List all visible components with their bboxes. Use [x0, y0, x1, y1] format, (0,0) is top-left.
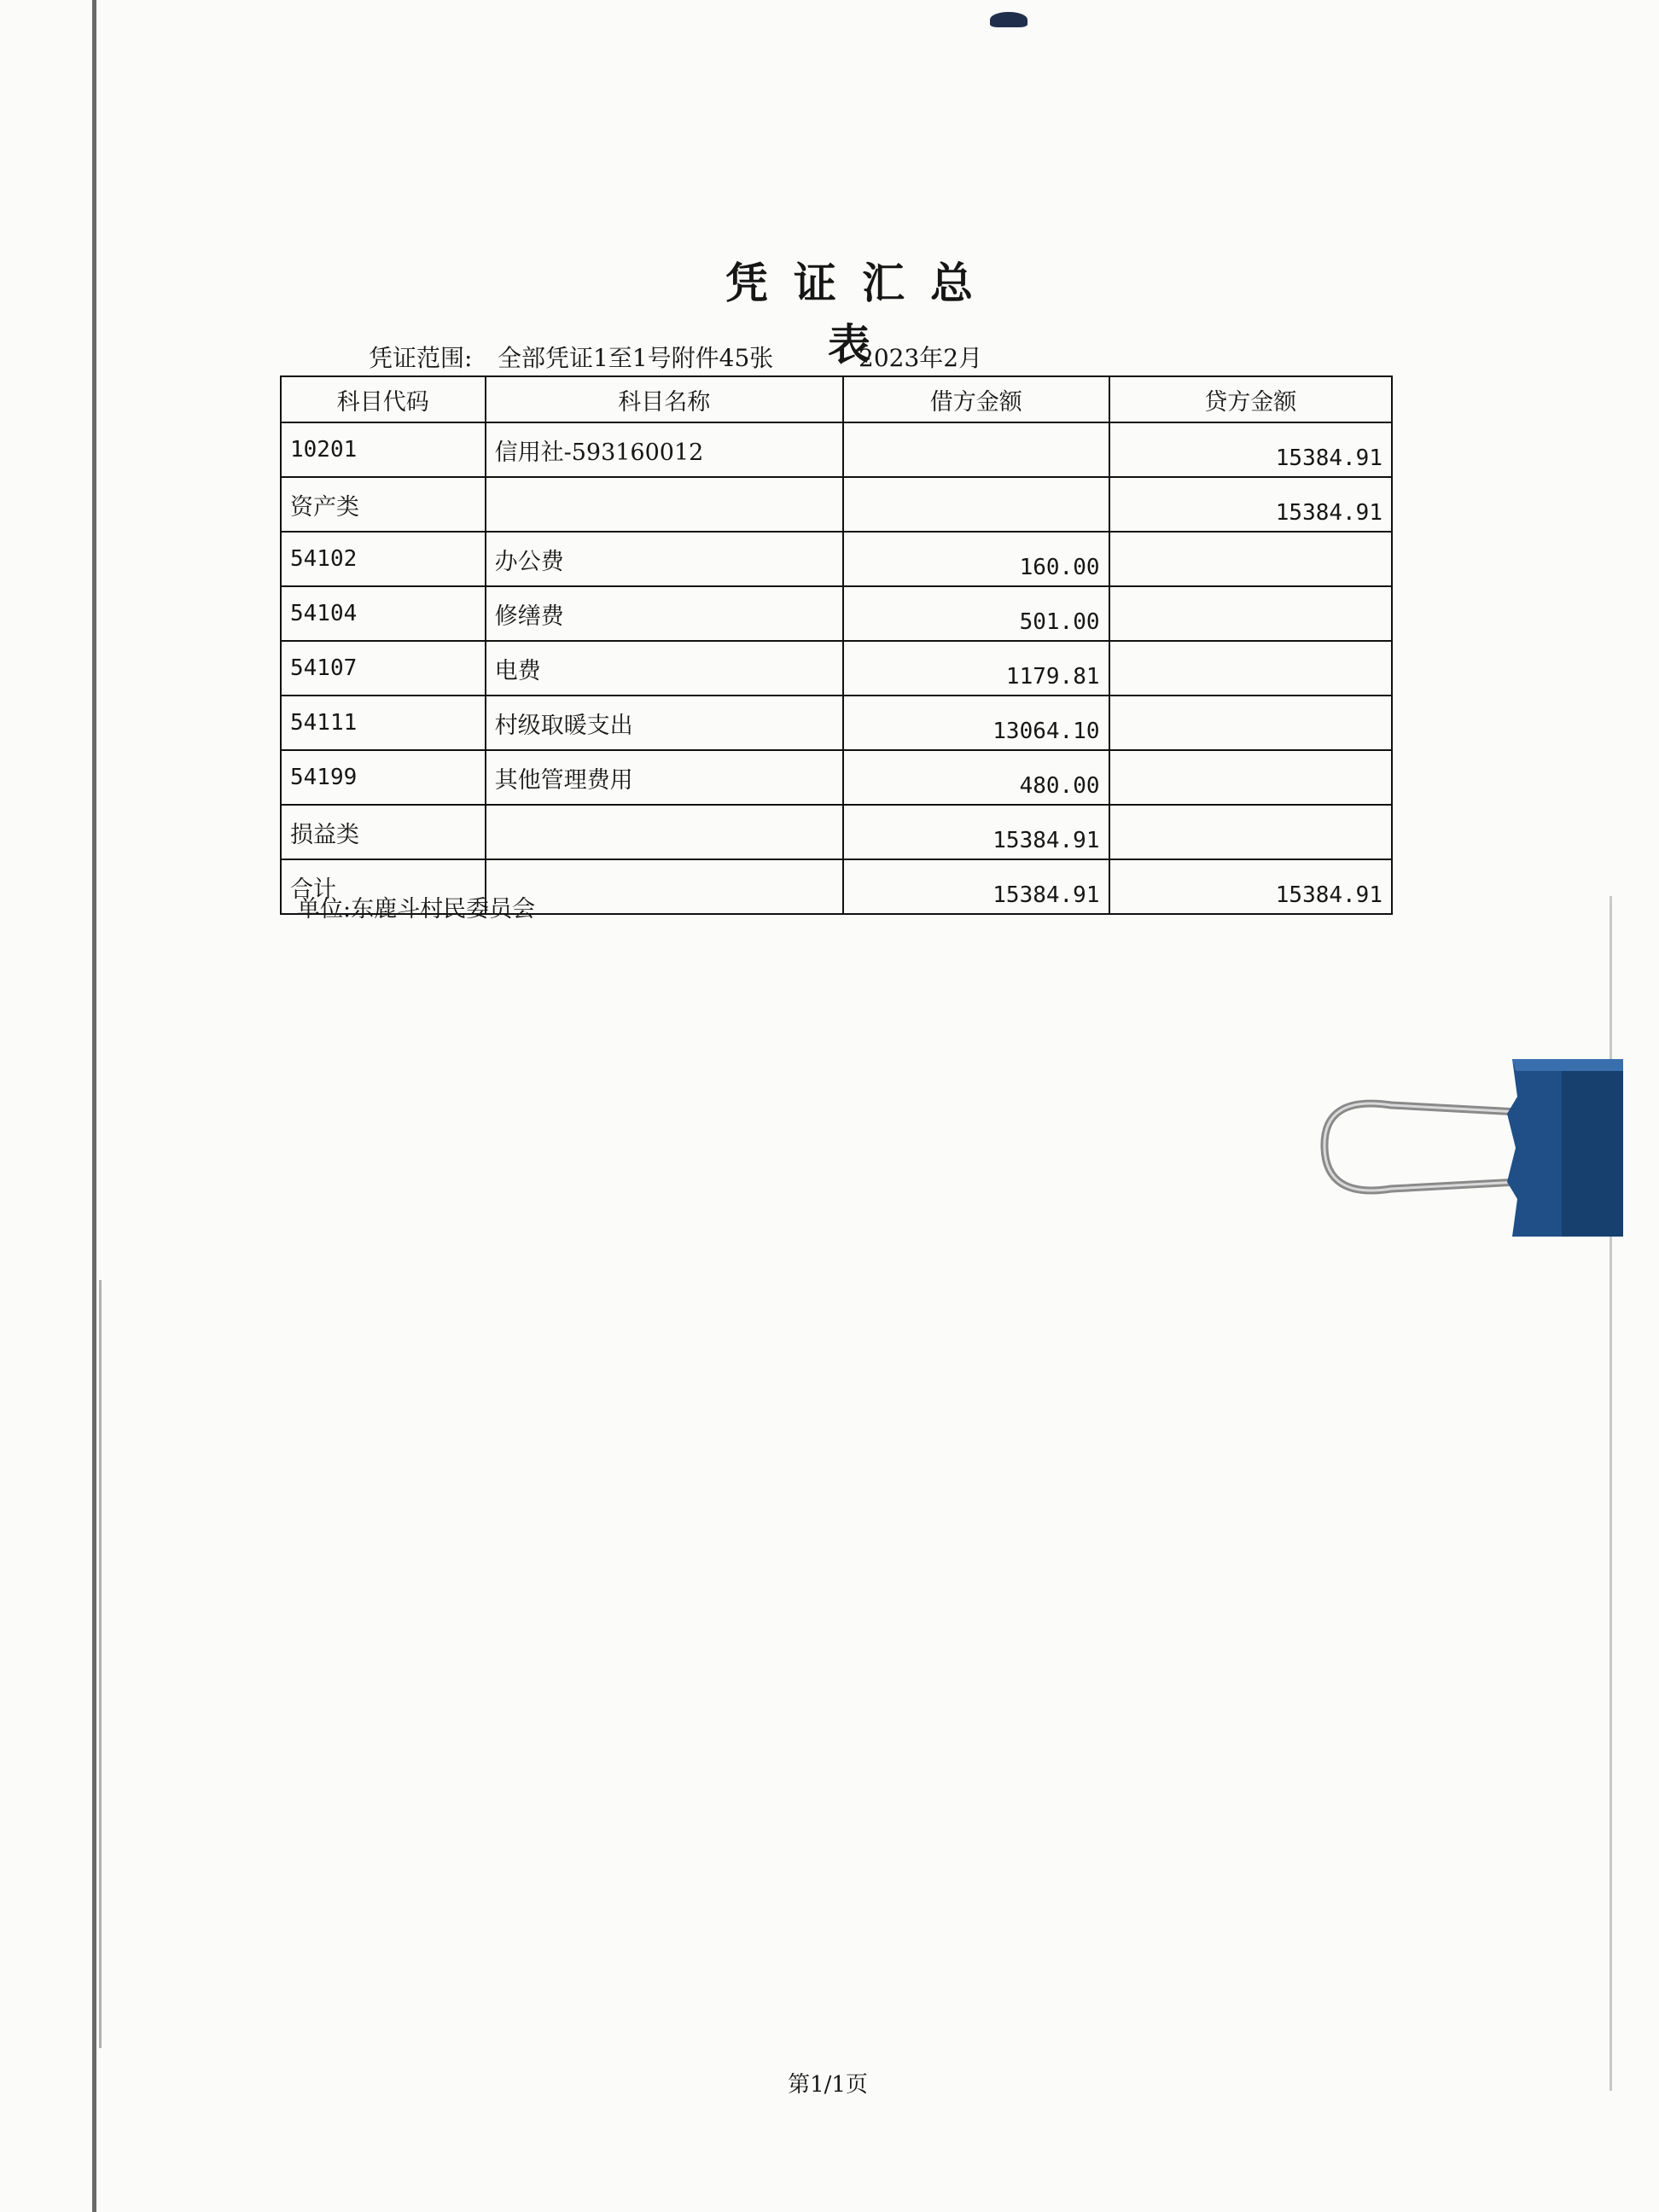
credit-amount — [1109, 696, 1393, 750]
document-title: 凭证汇总表 — [725, 258, 998, 370]
debit-amount: 13064.10 — [843, 696, 1109, 750]
table-row — [281, 477, 1392, 532]
page-edge-shadow — [92, 0, 96, 2212]
column-header-name: 科目名称 — [486, 376, 843, 422]
account-name: 修缮费 — [486, 586, 843, 641]
ink-blot — [990, 12, 1027, 27]
page-edge-shadow-inner — [99, 1280, 102, 2048]
unit-label: 单位:东鹿斗村民委员会 — [297, 896, 536, 923]
range-label: 凭证范围: — [369, 344, 473, 372]
debit-amount: 15384.91 — [843, 805, 1109, 859]
column-header-credit: 贷方金额 — [1109, 376, 1393, 422]
binder-clip-icon — [1306, 1054, 1630, 1242]
account-code: 损益类 — [281, 805, 486, 859]
account-code: 54111 — [281, 696, 486, 750]
credit-amount: 15384.91 — [1109, 422, 1393, 477]
account-name — [486, 805, 843, 859]
account-name: 办公费 — [486, 532, 843, 586]
debit-amount — [843, 477, 1109, 532]
table-row — [281, 696, 1392, 750]
account-name: 信用社-593160012 — [486, 422, 843, 477]
debit-amount: 501.00 — [843, 586, 1109, 641]
table-header-row — [281, 376, 1392, 422]
account-code: 合计 — [281, 859, 486, 914]
table-row — [281, 532, 1392, 586]
debit-amount: 1179.81 — [843, 641, 1109, 696]
account-code: 10201 — [281, 422, 486, 477]
column-header-debit: 借方金额 — [843, 376, 1109, 422]
account-code: 资产类 — [281, 477, 486, 532]
credit-amount: 15384.91 — [1109, 477, 1393, 532]
debit-amount: 15384.91 — [843, 859, 1109, 914]
table-row — [281, 805, 1392, 859]
debit-amount: 480.00 — [843, 750, 1109, 805]
account-name: 电费 — [486, 641, 843, 696]
table-row — [281, 750, 1392, 805]
account-name: 其他管理费用 — [486, 750, 843, 805]
period: 2023年2月 — [859, 344, 983, 372]
column-header-code: 科目代码 — [281, 376, 486, 422]
credit-amount — [1109, 532, 1393, 586]
table-row — [281, 586, 1392, 641]
credit-amount — [1109, 586, 1393, 641]
debit-amount — [843, 422, 1109, 477]
credit-amount — [1109, 641, 1393, 696]
table-row — [281, 422, 1392, 477]
table-row — [281, 641, 1392, 696]
account-code: 54107 — [281, 641, 486, 696]
credit-amount — [1109, 805, 1393, 859]
range-value: 全部凭证1至1号附件45张 — [498, 344, 774, 372]
account-name — [486, 477, 843, 532]
page-number: 第1/1页 — [788, 2072, 868, 2098]
credit-amount — [1109, 750, 1393, 805]
account-name — [486, 859, 843, 914]
account-code: 54102 — [281, 532, 486, 586]
account-name: 村级取暖支出 — [486, 696, 843, 750]
debit-amount: 160.00 — [843, 532, 1109, 586]
credit-amount: 15384.91 — [1109, 859, 1393, 914]
voucher-summary-table — [280, 375, 1393, 915]
account-code: 54199 — [281, 750, 486, 805]
account-code: 54104 — [281, 586, 486, 641]
